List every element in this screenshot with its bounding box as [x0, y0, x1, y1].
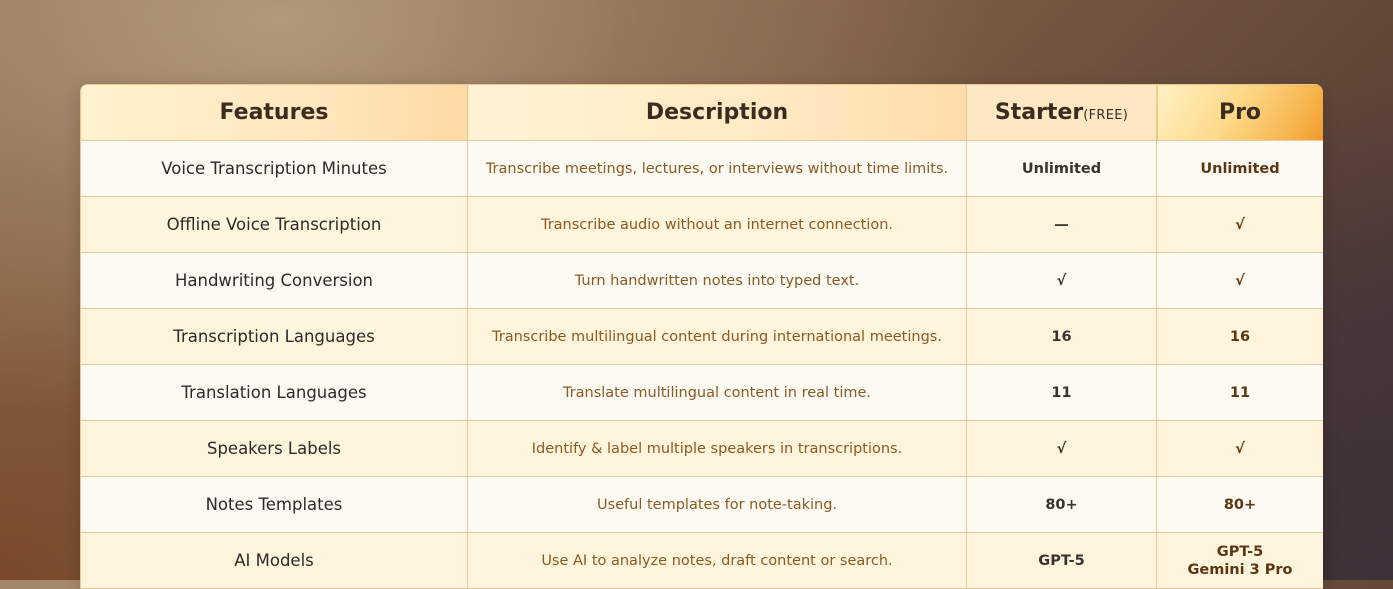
description-cell: Useful templates for note-taking.: [468, 477, 967, 533]
description-cell: Identify & label multiple speakers in transcriptions.: [468, 421, 967, 477]
description-cell: Transcribe multilingual content during international meetings.: [468, 309, 967, 365]
table-row: [81, 253, 1324, 309]
pro-value-line: Unlimited: [1200, 160, 1280, 177]
feature-cell: AI Models: [81, 533, 468, 589]
starter-value-cell: √: [967, 421, 1157, 477]
pro-value-line: √: [1235, 440, 1245, 457]
description-cell: Transcribe audio without an internet connection.: [468, 197, 967, 253]
plan-comparison-table: [80, 84, 1323, 589]
starter-value-cell: —: [967, 197, 1157, 253]
pro-value-cell: [1157, 253, 1324, 309]
table-row: [81, 141, 1324, 197]
description-cell: Translate multilingual content in real time.: [468, 365, 967, 421]
table-row: [81, 533, 1324, 589]
pro-value-cell: [1157, 365, 1324, 421]
feature-cell: Notes Templates: [81, 477, 468, 533]
pro-value-line: √: [1235, 216, 1245, 233]
starter-label: Starter: [994, 100, 1084, 125]
feature-cell: Transcription Languages: [81, 309, 468, 365]
free-tag: (FREE): [1083, 108, 1129, 123]
pro-value-line: √: [1235, 272, 1245, 289]
pro-value-line: GPT-5: [1216, 543, 1264, 560]
pro-value-line: 16: [1229, 328, 1251, 345]
pro-value-cell: [1157, 309, 1324, 365]
feature-cell: Translation Languages: [81, 365, 468, 421]
description-cell: Use AI to analyze notes, draft content or search.: [468, 533, 967, 589]
table-row: [81, 421, 1324, 477]
pro-value-cell: [1157, 421, 1324, 477]
description-cell: Turn handwritten notes into typed text.: [468, 253, 967, 309]
header-description: Description: [468, 85, 967, 141]
pro-value-line: Gemini 3 Pro: [1187, 561, 1293, 578]
table-row: [81, 197, 1324, 253]
pro-value-cell: [1157, 533, 1324, 589]
starter-value-cell: 11: [967, 365, 1157, 421]
table-row: [81, 477, 1324, 533]
table-header-row: [81, 85, 1324, 141]
header-pro: Pro: [1157, 85, 1324, 141]
starter-value-cell: GPT-5: [967, 533, 1157, 589]
feature-cell: Offline Voice Transcription: [81, 197, 468, 253]
starter-value-cell: Unlimited: [967, 141, 1157, 197]
pro-value-cell: [1157, 197, 1324, 253]
starter-value-cell: 16: [967, 309, 1157, 365]
pro-value-cell: [1157, 141, 1324, 197]
starter-value-cell: 80+: [967, 477, 1157, 533]
table-row: [81, 365, 1324, 421]
starter-value-cell: √: [967, 253, 1157, 309]
header-starter: [967, 85, 1157, 141]
pro-value-cell: [1157, 477, 1324, 533]
comparison-table-container: [80, 84, 1323, 589]
feature-cell: Speakers Labels: [81, 421, 468, 477]
header-features: Features: [81, 85, 468, 141]
pro-value-line: 80+: [1223, 496, 1257, 513]
description-cell: Transcribe meetings, lectures, or interviews without time limits.: [468, 141, 967, 197]
feature-cell: Voice Transcription Minutes: [81, 141, 468, 197]
table-row: [81, 309, 1324, 365]
feature-cell: Handwriting Conversion: [81, 253, 468, 309]
pro-value-line: 11: [1229, 384, 1251, 401]
